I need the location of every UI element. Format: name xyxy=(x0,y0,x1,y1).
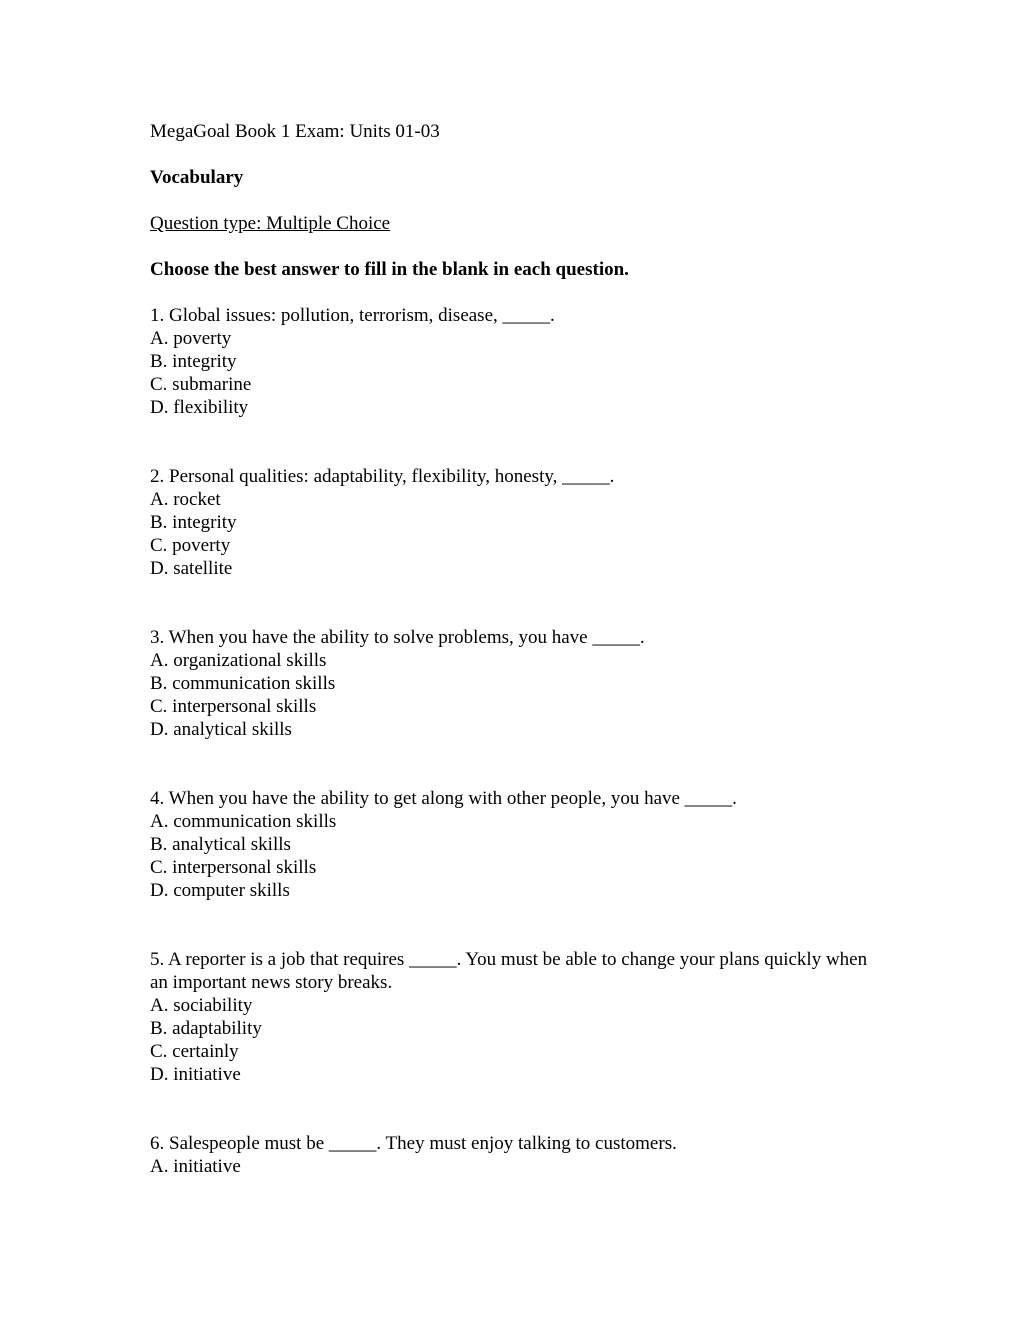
question-3 xyxy=(150,626,880,741)
answer-option: B. integrity xyxy=(150,512,237,533)
answer-option: D. satellite xyxy=(150,558,233,579)
answer-option: A. poverty xyxy=(150,328,232,349)
question-1 xyxy=(150,304,880,419)
answer-option: C. poverty xyxy=(150,535,231,556)
answer-option: B. adaptability xyxy=(150,1018,262,1039)
answer-option: D. flexibility xyxy=(150,397,249,418)
question-5 xyxy=(150,948,880,1086)
answer-option: D. initiative xyxy=(150,1064,241,1085)
question-type-label: Question type: Multiple Choice xyxy=(150,213,391,234)
answer-option: D. computer skills xyxy=(150,880,290,901)
answer-option: A. organizational skills xyxy=(150,650,327,671)
answer-option: A. sociability xyxy=(150,995,253,1016)
question-stem: 1. Global issues: pollution, terrorism, disease, _____. xyxy=(150,305,555,326)
answer-option: B. analytical skills xyxy=(150,834,291,855)
question-2 xyxy=(150,465,880,580)
question-stem: 2. Personal qualities: adaptability, flexibility, honesty, _____. xyxy=(150,466,615,487)
answer-option: B. integrity xyxy=(150,351,237,372)
answer-option: C. certainly xyxy=(150,1041,239,1062)
answer-option: A. initiative xyxy=(150,1156,241,1177)
answer-option: C. interpersonal skills xyxy=(150,696,317,717)
question-stem: 4. When you have the ability to get along with other people, you have _____. xyxy=(150,788,737,809)
instruction-text: Choose the best answer to fill in the blank in each question. xyxy=(150,259,629,280)
answer-option: A. communication skills xyxy=(150,811,337,832)
answer-option: C. interpersonal skills xyxy=(150,857,317,878)
answer-option: D. analytical skills xyxy=(150,719,292,740)
answer-option: C. submarine xyxy=(150,374,252,395)
question-stem: 5. A reporter is a job that requires _____. You must be able to change your plans quickly when an important news story breaks. xyxy=(150,949,868,993)
document-title: MegaGoal Book 1 Exam: Units 01-03 xyxy=(150,121,440,142)
question-4 xyxy=(150,787,880,902)
question-stem: 3. When you have the ability to solve problems, you have _____. xyxy=(150,627,645,648)
question-6 xyxy=(150,1132,880,1178)
answer-option: A. rocket xyxy=(150,489,221,510)
section-heading: Vocabulary xyxy=(150,167,244,188)
answer-option: B. communication skills xyxy=(150,673,336,694)
question-stem: 6. Salespeople must be _____. They must enjoy talking to customers. xyxy=(150,1133,677,1154)
exam-page xyxy=(150,120,880,1178)
